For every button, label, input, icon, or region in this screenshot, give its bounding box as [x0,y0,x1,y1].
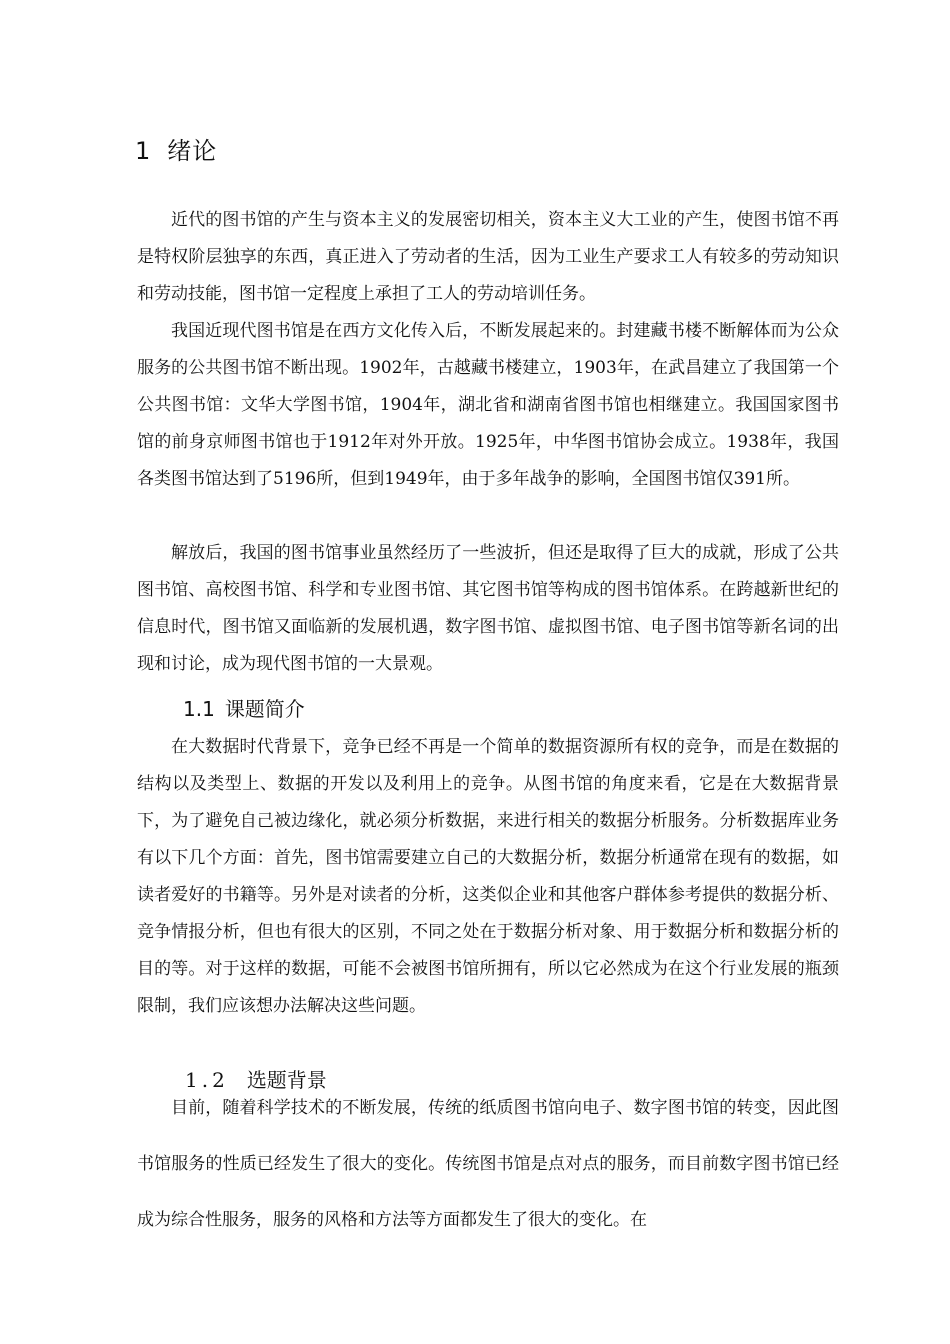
chapter-number: 1 [135,137,152,165]
section-1-1-title: 课题简介 [224,697,305,721]
intro-paragraph-2: 我国近现代图书馆是在西方文化传入后，不断发展起来的。封建藏书楼不断解体而为公众服务的公共图书馆不断出现。1902年，古越藏书楼建立，1903年，在武昌建立了我国第一个公共图书馆：文华大学图书馆，1904年，湖北省和湖南省图书馆也相继建立。我国国家图书馆的前身京师图书馆也于1912年对外开放。1925年，中华图书馆协会成立。1938年，我国各类图书馆达到了5196所，但到1949年，由于多年战争的影响，全国图书馆仅391所。 [137,321,839,489]
section-1-1-number: 1.1 [183,697,215,721]
intro-paragraph-3: 解放后，我国的图书馆事业虽然经历了一些波折，但还是取得了巨大的成就，形成了公共图书馆、高校图书馆、科学和专业图书馆、其它图书馆等构成的图书馆体系。在跨越新世纪的信息时代，图书馆又面临新的发展机遇，数字图书馆、虚拟图书馆、电子图书馆等新名词的出现和讨论，成为现代图书馆的一大景观。 [137,543,839,674]
chapter-title: 绪论 [167,137,218,165]
section-1-2-title: 选题背景 [246,1068,327,1092]
intro-paragraph-1: 近代的图书馆的产生与资本主义的发展密切相关，资本主义大工业的产生，使图书馆不再是特权阶层独享的东西，真正进入了劳动者的生活，因为工业生产要求工人有较多的劳动知识和劳动技能，图书馆一定程度上承担了工人的劳动培训任务。 [137,210,839,304]
chapter-heading [135,134,217,168]
section-1-2-paragraph: 目前，随着科学技术的不断发展，传统的纸质图书馆向电子、数字图书馆的转变，因此图书馆服务的性质已经发生了很大的变化。传统图书馆是点对点的服务，而目前数字图书馆已经成为综合性服务，服务的风格和方法等方面都发生了很大的变化。在 [137,1098,839,1230]
section-1-1-paragraph: 在大数据时代背景下，竞争已经不再是一个简单的数据资源所有权的竞争，而是在数据的结构以及类型上、数据的开发以及利用上的竞争。从图书馆的角度来看，它是在大数据背景下，为了避免自己被边缘化，就必须分析数据，来进行相关的数据分析服务。分析数据库业务有以下几个方面：首先，图书馆需要建立自己的大数据分析，数据分析通常在现有的数据，如读者爱好的书籍等。另外是对读者的分析，这类似企业和其他客户群体参考提供的数据分析、竞争情报分析，但也有很大的区别，不同之处在于数据分析对象、用于数据分析和数据分析的目的等。对于这样的数据，可能不会被图书馆所拥有，所以它必然成为在这个行业发展的瓶颈限制，我们应该想办法解决这些问题。 [137,737,839,1016]
section-1-2-number: 1.2 [185,1068,229,1092]
section-1-1-heading [183,694,305,724]
